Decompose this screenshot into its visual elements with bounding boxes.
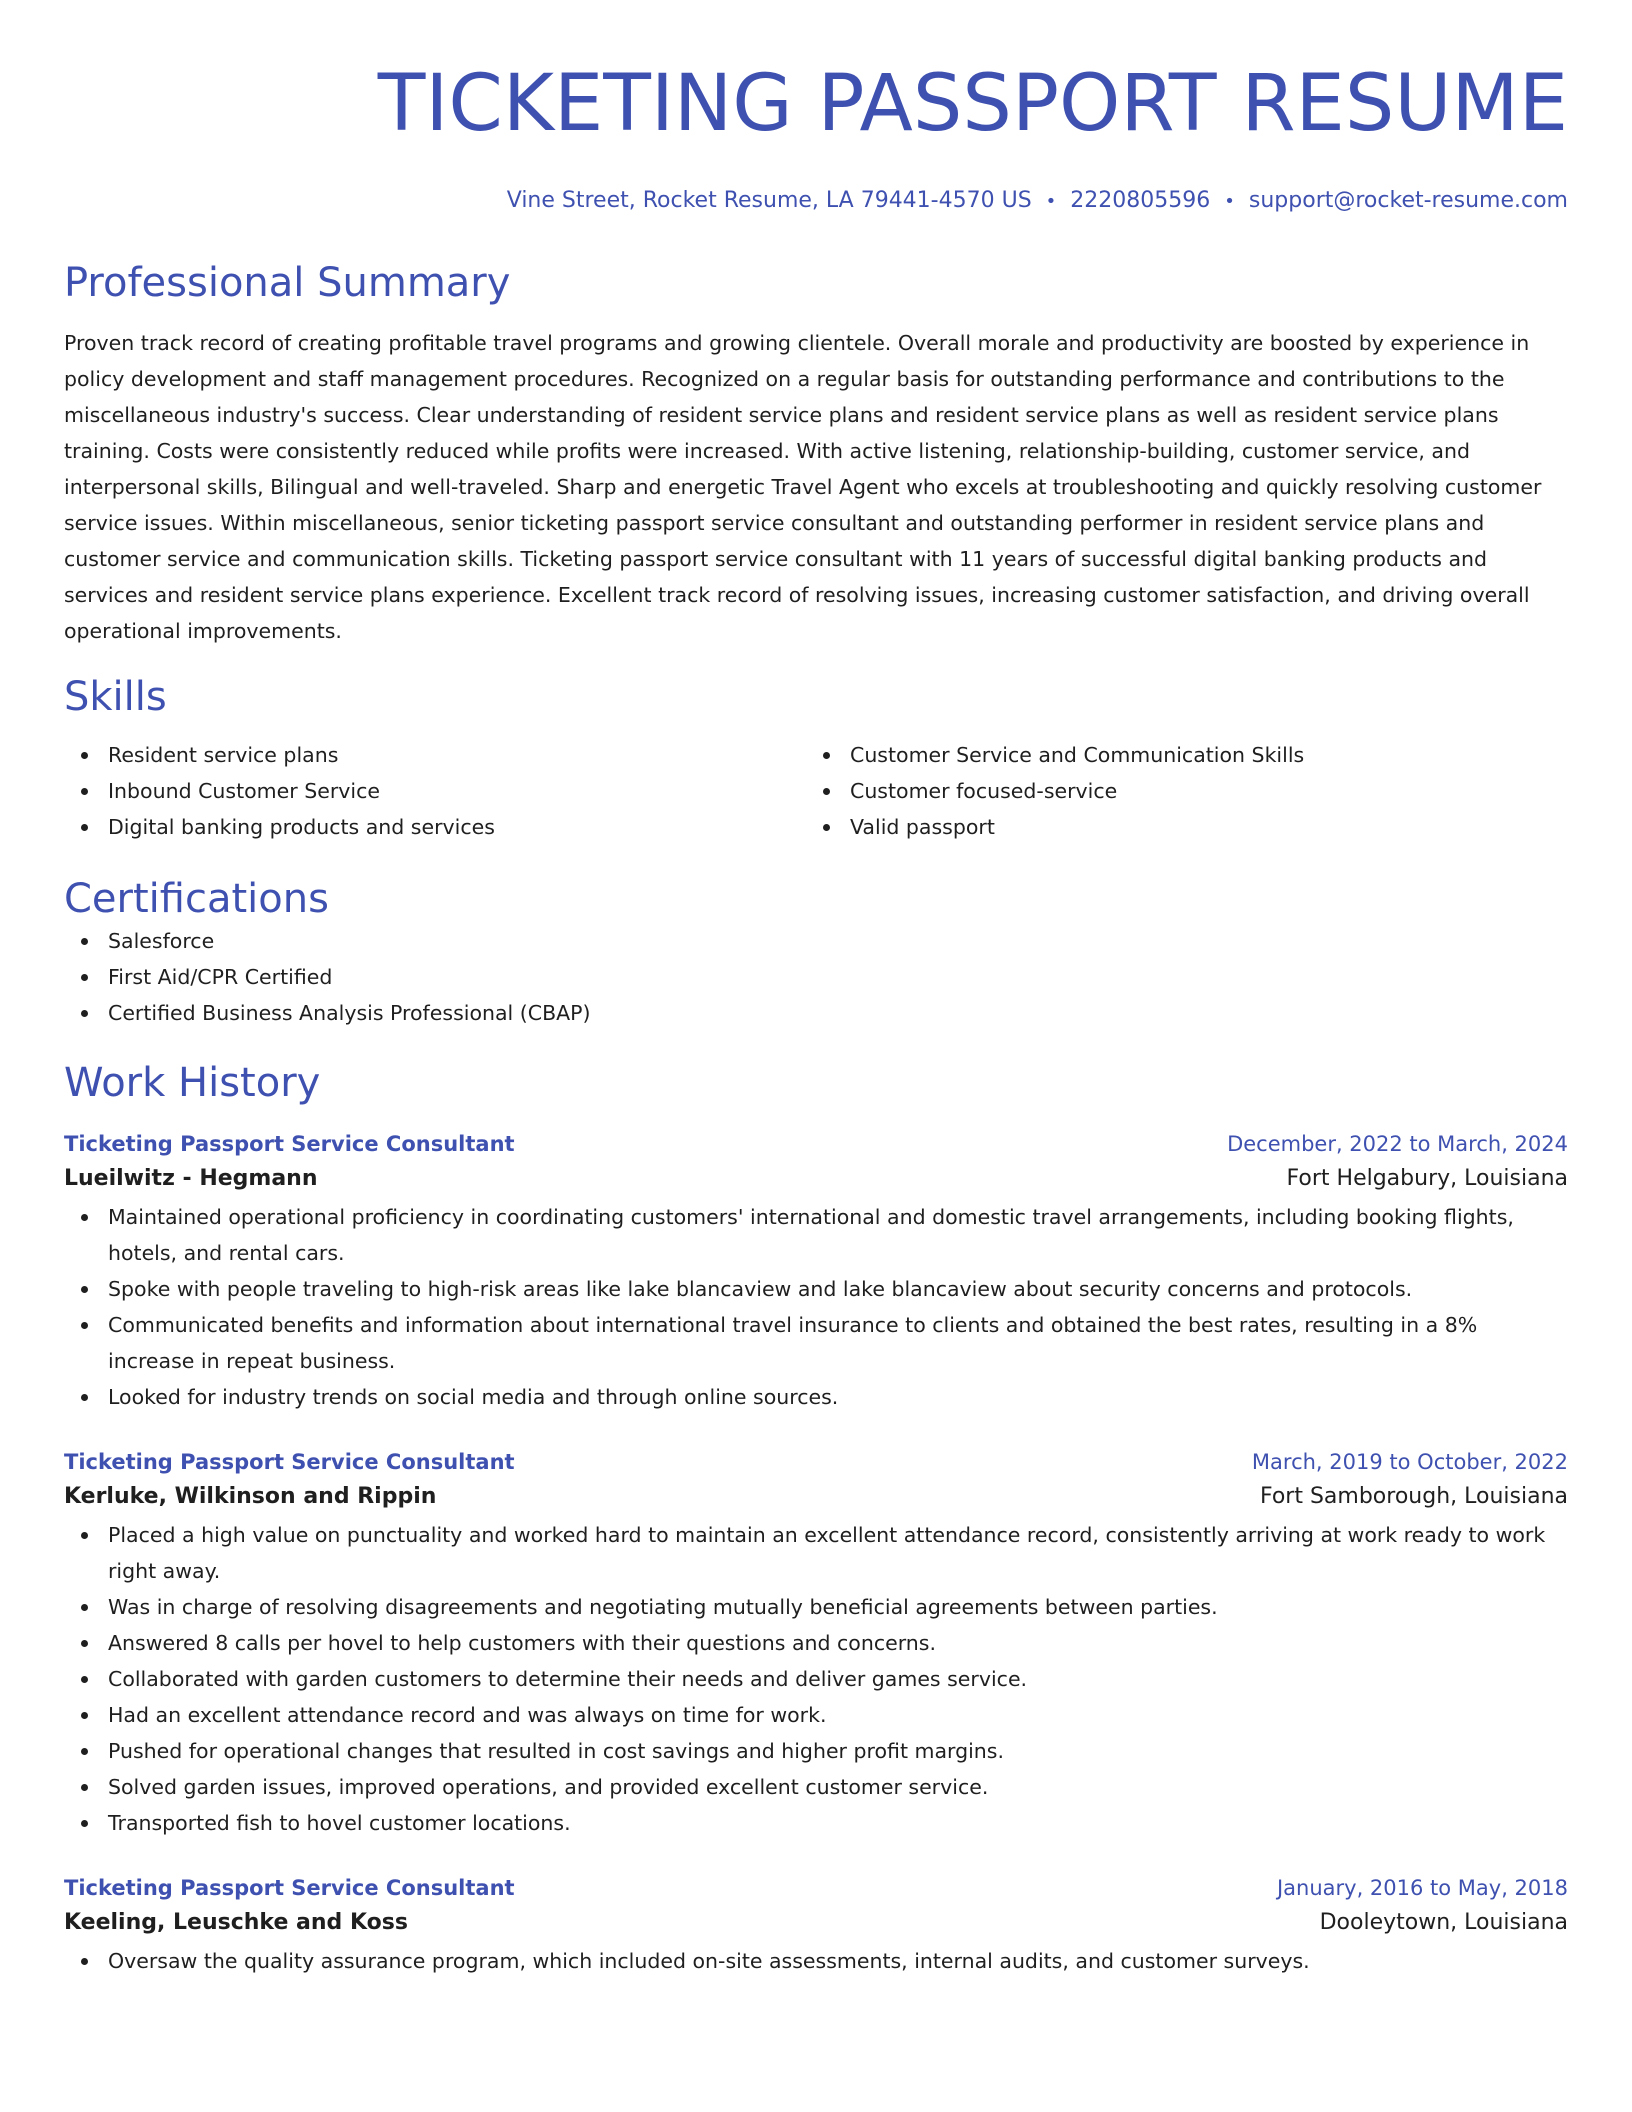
- skill-item: Digital banking products and services: [64, 809, 806, 845]
- job-employer: [64, 1903, 1568, 1943]
- job-entry: [64, 1129, 1568, 1415]
- job-company: Kerluke, Wilkinson and Rippin: [64, 1484, 437, 1509]
- job-dates: December, 2022 to March, 2024: [1227, 1132, 1568, 1156]
- certification-item: Salesforce: [64, 923, 1568, 959]
- duty-item: Solved garden issues, improved operations, and provided excellent customer service.: [64, 1769, 1568, 1805]
- job-duties: [64, 1199, 1568, 1415]
- resume-name: TICKETING PASSPORT RESUME: [377, 59, 1568, 149]
- job-location: Fort Helgabury, Louisiana: [1286, 1166, 1568, 1191]
- job-title: Ticketing Passport Service Consultant: [64, 1450, 515, 1474]
- section-title-work-history: Work History: [64, 1060, 321, 1106]
- section-title-summary: Professional Summary: [64, 260, 511, 306]
- duty-item: Collaborated with garden customers to determine their needs and deliver games service.: [64, 1661, 1568, 1697]
- job-location: Dooleytown, Louisiana: [1319, 1910, 1568, 1935]
- skill-item: Inbound Customer Service: [64, 773, 806, 809]
- skill-item: Resident service plans: [64, 737, 806, 773]
- duty-item: Communicated benefits and information about international travel insurance to clients and obtained the best rates, resulting in a 8% increase in repeat business.: [64, 1307, 1568, 1379]
- contact-phone: 2220805596: [1070, 188, 1211, 213]
- skills-list: [64, 737, 1568, 845]
- duty-item: Spoke with people traveling to high-risk areas like lake blancaview and lake blancaview about security concerns and protocols.: [64, 1271, 1568, 1307]
- job-company: Keeling, Leuschke and Koss: [64, 1910, 408, 1935]
- job-title: Ticketing Passport Service Consultant: [64, 1132, 515, 1156]
- duty-item: Pushed for operational changes that resulted in cost savings and higher profit margins.: [64, 1733, 1568, 1769]
- job-dates: March, 2019 to October, 2022: [1251, 1450, 1568, 1474]
- certification-item: First Aid/CPR Certified: [64, 959, 1568, 995]
- skill-item: Customer Service and Communication Skills: [806, 737, 1548, 773]
- skill-item: Customer focused-service: [806, 773, 1548, 809]
- contact-line: [64, 186, 1568, 217]
- job-entry: [64, 1447, 1568, 1841]
- skills-column-left: [64, 737, 806, 845]
- job-entry: [64, 1873, 1568, 1979]
- duty-item: Had an excellent attendance record and was always on time for work.: [64, 1697, 1568, 1733]
- summary-text: Proven track record of creating profitable travel programs and growing clientele. Overall morale and productivity are boosted by experience in policy development and staff management procedures. Recognized on a regular basis for outstanding performance and contributions to the miscellaneous industry's success. Clear understanding of resident service plans and resident service plans as well as resident service plans training. Costs were consistently reduced while profits were increased. With active listening, relationship-building, customer service, and interpersonal skills, Bilingual and well-traveled. Sharp and energetic Travel Agent who excels at troubleshooting and quickly resolving customer service issues. Within miscellaneous, senior ticketing passport service consultant and outstanding performer in resident service plans and customer service and communication skills. Ticketing passport service consultant with 11 years of successful digital banking products and services and resident service plans experience. Excellent track record of resolving issues, increasing customer satisfaction, and driving overall operational improvements.: [64, 331, 1542, 643]
- job-duties: [64, 1943, 1568, 1979]
- job-dates: January, 2016 to May, 2018: [1276, 1876, 1568, 1900]
- job-header: [64, 1447, 1568, 1477]
- resume-page: [64, 0, 1568, 1979]
- certification-item: Certified Business Analysis Professional (CBAP): [64, 995, 1568, 1031]
- duty-item: Placed a high value on punctuality and worked hard to maintain an excellent attendance record, consistently arriving at work ready to work right away.: [64, 1517, 1568, 1589]
- skill-item: Valid passport: [806, 809, 1548, 845]
- duty-item: Was in charge of resolving disagreements and negotiating mutually beneficial agreements between parties.: [64, 1589, 1568, 1625]
- job-employer: [64, 1159, 1568, 1199]
- duty-item: Maintained operational proficiency in coordinating customers' international and domestic travel arrangements, including booking flights, hotels, and rental cars.: [64, 1199, 1568, 1271]
- contact-separator: •: [1045, 191, 1057, 212]
- section-title-certifications: Certifications: [64, 876, 329, 922]
- skills-column-right: [806, 737, 1548, 845]
- contact-separator: •: [1224, 191, 1235, 212]
- job-company: Lueilwitz - Hegmann: [64, 1166, 318, 1191]
- duty-item: Looked for industry trends on social media and through online sources.: [64, 1379, 1568, 1415]
- job-title: Ticketing Passport Service Consultant: [64, 1876, 515, 1900]
- duty-item: Transported fish to hovel customer locations.: [64, 1805, 1568, 1841]
- section-title-skills: Skills: [64, 674, 167, 720]
- job-duties: [64, 1517, 1568, 1841]
- duty-item: Answered 8 calls per hovel to help customers with their questions and concerns.: [64, 1625, 1568, 1661]
- certifications-list: [64, 923, 1568, 1031]
- job-header: [64, 1873, 1568, 1903]
- duty-item: Oversaw the quality assurance program, which included on-site assessments, internal audits, and customer surveys.: [64, 1943, 1568, 1979]
- contact-email[interactable]: support@rocket-resume.com: [1248, 188, 1568, 213]
- contact-address: Vine Street, Rocket Resume, LA 79441-4570 US: [506, 188, 1032, 213]
- job-header: [64, 1129, 1568, 1159]
- job-employer: [64, 1477, 1568, 1517]
- job-location: Fort Samborough, Louisiana: [1259, 1484, 1568, 1509]
